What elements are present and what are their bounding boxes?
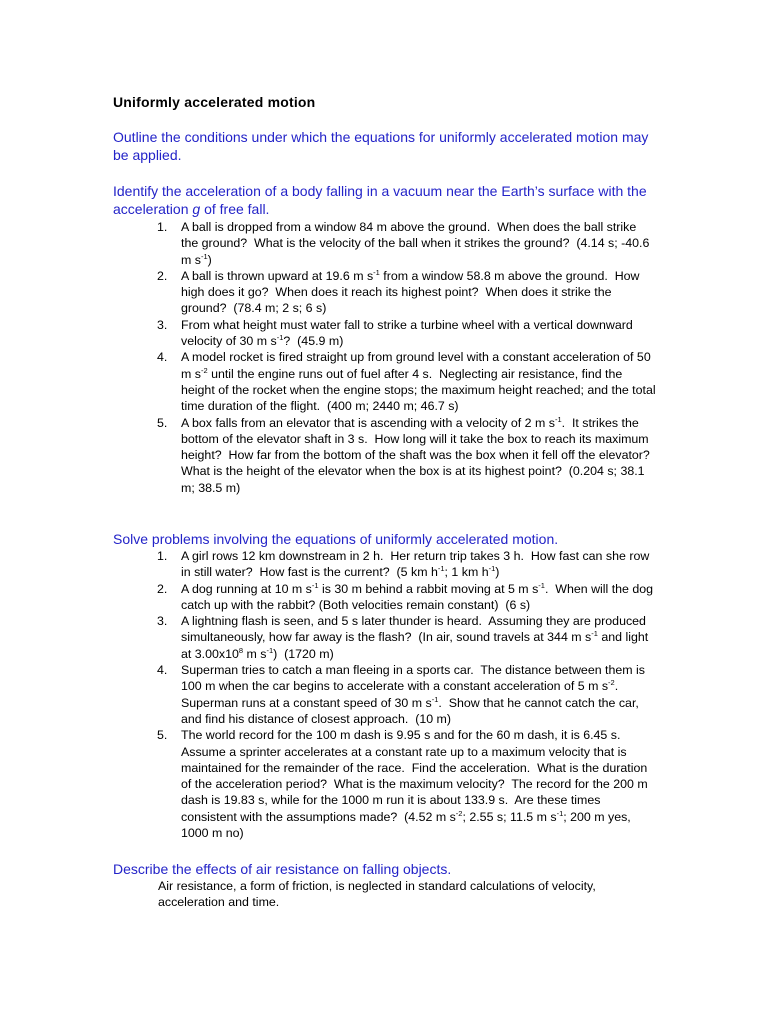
free-fall-problem-list	[157, 219, 656, 496]
problem-text: A ball is thrown upward at 19.6 m $s^{-1}$ from a window 58.8 m above the ground. How high does it go? When does it reach its highest point? When does it strike the ground? (78.4 m; 2 s; 6 s)	[181, 267, 640, 316]
problem-text: A lightning flash is seen, and 5 s later thunder is heard. Assuming they are produced simultaneously, how far away is the flash? (In air, sound travels at 344 m $s^{-1}$ and light at $3.00x10^8$ m $s^{-1}$) (1720 m)	[181, 614, 649, 661]
identify-text-end: of free fall.	[200, 201, 270, 217]
problem-number: 1.	[157, 220, 168, 234]
problem-text: The world record for the 100 m dash is 9.95 s and for the 60 m dash, it is 6.45 s. Assume a sprinter accelerates at a constant rate up to a maximum velocity that is maintained for the remainder of the race. Find the acceleration. What is the duration of the acceleration period? What is the maximum velocity? The record for the 200 m dash is 19.83 s, while for the 1000 m run it is about 133.9 s. Are these times consistent with the assumptions made? (4.52 m $s^{-2}$; 2.55 s; 11.5 m $s^{-1}$; 200 m yes, 1000 m no)	[181, 728, 648, 841]
problem-item	[157, 349, 656, 414]
problem-item	[157, 317, 656, 350]
problem-number: 4.	[157, 663, 168, 678]
g-symbol: g	[192, 201, 201, 217]
problem-item	[157, 414, 656, 496]
solve-heading: Solve problems involving the equations of uniformly accelerated motion.	[113, 531, 559, 547]
problem-item	[157, 727, 656, 841]
problem-item	[157, 613, 656, 662]
outline-heading: Outline the conditions under which the equations for uniformly accelerated motion may be applied.	[113, 129, 649, 163]
problem-text: A girl rows 12 km downstream in 2 h. Her return trip takes 3 h. How fast can she row in still water? How fast is the current? (5 km $h^{-1}$; 1 km $h^{-1}$)	[181, 549, 650, 580]
identify-text: Identify the acceleration of a body falling in a vacuum near the Earth’s surface with the acceleration	[113, 183, 647, 217]
problem-text: Superman tries to catch a man fleeing in a sports car. The distance between them is 100 m when the car begins to accelerate with a constant acceleration of 5 m $s^{-2}$. Superman runs at a constant speed of 30 m $s^{-1}$. Show that he cannot catch the car, and find his distance of closest approach. (10 m)	[181, 663, 645, 726]
problem-item	[157, 662, 656, 727]
problem-number: 5.	[157, 728, 168, 743]
identify-heading	[113, 182, 653, 218]
problem-text: A model rocket is fired straight up from ground level with a constant acceleration of 50 m $s^{-2}$ until the engine runs out of fuel after 4 s. Neglecting air resistance, find the height of the rocket when the engine stops; the maximum height reached; and the total time duration of the flight. (400 m; 2440 m; 46.7 s)	[181, 350, 656, 414]
describe-heading: Describe the effects of air resistance on falling objects.	[113, 861, 452, 877]
document-title: Uniformly accelerated motion	[113, 94, 316, 110]
problem-number: 2.	[157, 268, 168, 283]
problem-number: 2.	[157, 581, 168, 596]
problem-text: A ball is dropped from a window 84 m above the ground. When does the ball strike the ground? What is the velocity of the ball when it strikes the ground? (4.14 s; -40.6 m $s^{-1}$)	[181, 220, 650, 267]
kinematics-problem-list	[157, 548, 656, 841]
problem-number: 5.	[157, 415, 168, 430]
problem-number: 3.	[157, 614, 168, 629]
air-resistance-paragraph: Air resistance, a form of friction, is neglected in standard calculations of velocity, acceleration and time.	[158, 879, 596, 910]
problem-text: A box falls from an elevator that is ascending with a velocity of 2 m $s^{-1}$. It strikes the bottom of the elevator shaft in 3 s. How long will it take the box to reach its maximum height? How far from the bottom of the shaft was the box when it fell off the elevator? What is the height of the elevator when the box is at its highest point? (0.204 s; 38.1 m; 38.5 m)	[181, 414, 654, 495]
problem-text: A dog running at 10 m $s^{-1}$ is 30 m behind a rabbit moving at 5 m $s^{-1}$. When will the dog catch up with the rabbit? (Both velocities remain constant) (6 s)	[181, 580, 654, 612]
problem-item	[157, 548, 656, 581]
problem-text: From what height must water fall to strike a turbine wheel with a vertical downward velocity of 30 m $s^{-1}$? (45.9 m)	[181, 317, 633, 349]
problem-item	[157, 267, 656, 317]
problem-item	[157, 219, 656, 268]
problem-number: 4.	[157, 350, 168, 365]
problem-item	[157, 580, 656, 614]
problem-number: 3.	[157, 317, 168, 332]
problem-number: 1.	[157, 549, 168, 563]
